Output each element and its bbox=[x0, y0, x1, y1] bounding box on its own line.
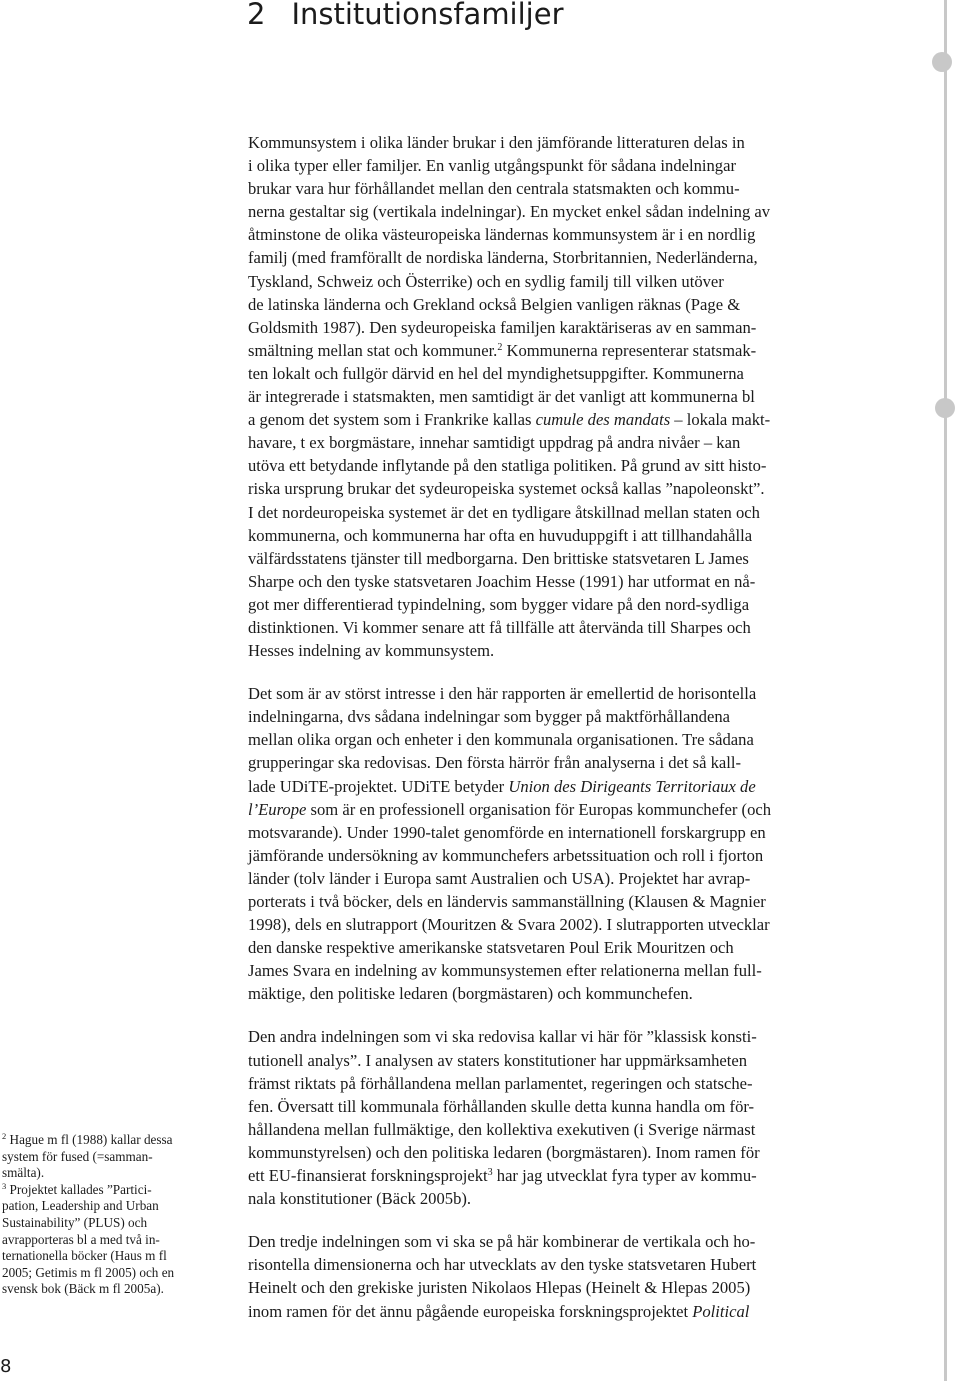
text-segment: motsvarande). Under 1990-talet genomförde en internationell forskargrupp en bbox=[248, 822, 766, 842]
text-segment: utöva ett betydande inflytande på den statliga politiken. På grund av sitt histo- bbox=[248, 456, 767, 476]
text-line bbox=[248, 385, 878, 408]
text-line bbox=[248, 1187, 878, 1210]
footnote-line bbox=[2, 1281, 232, 1298]
text-segment: got mer differentierad typindelning, som bygger vidare på den nord-sydliga bbox=[248, 594, 750, 614]
footnote-text: svensk bok (Bäck m fl 2005a). bbox=[2, 1281, 164, 1297]
text-line bbox=[248, 501, 878, 524]
text-segment: a genom det system som i Frankrike kallas bbox=[248, 410, 536, 430]
text-line bbox=[248, 982, 878, 1005]
text-line bbox=[248, 890, 878, 913]
text-segment: som är en professionell organisation för Europas kommunchefer (och bbox=[306, 799, 772, 819]
text-line bbox=[248, 339, 878, 362]
text-segment: havare, t ex borgmästare, innehar samtidigt uppdrag på andra nivåer – kan bbox=[248, 433, 741, 453]
text-segment: kommunstyrelsen) och den politiska ledaren (borgmästaren). Inom ramen för bbox=[248, 1142, 760, 1162]
footnote-number: 2 bbox=[2, 1131, 7, 1141]
footnote-text: ternationella böcker (Haus m fl bbox=[2, 1248, 167, 1264]
chapter-number: 2 bbox=[247, 0, 266, 31]
text-segment: jämförande undersökning av kommunchefers arbetssituation och roll i fjorton bbox=[248, 845, 764, 865]
text-segment: fen. Översatt till kommunala förhållanden skulle detta kunna handla om för- bbox=[248, 1096, 755, 1116]
footnote-line bbox=[2, 1165, 232, 1182]
text-line bbox=[248, 1118, 878, 1141]
text-segment: Den andra indelningen som vi ska redovisa kallar vi här för ”klassisk konsti- bbox=[248, 1027, 757, 1047]
text-line bbox=[248, 524, 878, 547]
chapter-heading bbox=[247, 0, 564, 34]
text-line bbox=[248, 1141, 878, 1164]
text-segment: länder (tolv länder i Europa samt Australien och USA). Projektet har avrap- bbox=[248, 868, 751, 888]
text-segment: Tyskland, Schweiz och Österrike) och en sydlig familj till vilken utöver bbox=[248, 271, 724, 291]
text-line bbox=[248, 431, 878, 454]
body-text bbox=[248, 131, 878, 1343]
footnote-text: smälta). bbox=[2, 1165, 45, 1181]
text-segment: James Svara en indelning av kommunsystemen efter relationerna mellan full- bbox=[248, 961, 762, 981]
text-segment: brukar vara hur förhållandet mellan den centrala statsmakten och kommu- bbox=[248, 179, 740, 199]
text-segment: familj (med framförallt de nordiska länderna, Storbritannien, Nederländerna, bbox=[248, 248, 758, 268]
footnote bbox=[2, 1182, 232, 1298]
footnote-ref: 2 bbox=[497, 341, 503, 353]
text-segment: grupperingar ska redovisas. Den första härrör från analyserna i det så kall- bbox=[248, 753, 742, 773]
text-line bbox=[248, 751, 878, 774]
footnote-text: Hague m fl (1988) kallar dessa bbox=[9, 1132, 173, 1147]
text-line bbox=[248, 1276, 878, 1299]
text-segment: mellan olika organ och enheter i den kommunala organisationen. Tre sådana bbox=[248, 730, 754, 750]
text-segment: – lokala makt- bbox=[670, 410, 771, 430]
text-line bbox=[248, 705, 878, 728]
text-segment: 1998), dels en slutrapport (Mouritzen & Svara 2002). I slutrapporten utvecklar bbox=[248, 915, 770, 935]
italic-term: l’Europe bbox=[248, 799, 307, 819]
text-line bbox=[248, 270, 878, 293]
text-segment: Den tredje indelningen som vi ska se på här kombinerar de vertikala och ho- bbox=[248, 1232, 756, 1252]
text-line bbox=[248, 1230, 878, 1253]
footnote-line bbox=[2, 1232, 232, 1249]
text-segment: indelningarna, dvs sådana indelningar som bygger på maktförhållandena bbox=[248, 707, 730, 727]
text-line bbox=[248, 1300, 878, 1323]
text-segment: Sharpe och den tyske statsvetaren Joachim Hesse (1991) har utformat en nå- bbox=[248, 571, 756, 591]
text-segment: hållandena mellan fullmäktige, den kollektiva exekutiven (i Sverige närmast bbox=[248, 1119, 756, 1139]
text-line bbox=[248, 1164, 878, 1187]
text-segment: mäktige, den politiske ledaren (borgmästaren) och kommunchefen. bbox=[248, 984, 693, 1004]
text-segment: Goldsmith 1987). Den sydeuropeiska familjen karaktäriseras av en samman- bbox=[248, 317, 757, 337]
text-line bbox=[248, 1025, 878, 1048]
text-line bbox=[248, 547, 878, 570]
text-segment: främst riktats på förhållandena mellan parlamentet, regeringen och statsche- bbox=[248, 1073, 753, 1093]
italic-term: Union des Dirigeants Territoriaux de bbox=[508, 776, 756, 796]
text-segment: tutionell analys”. I analysen av staters konstitutioner har uppmärksamheten bbox=[248, 1050, 748, 1070]
text-segment: åtminstone de olika västeuropeiska ländernas kommunsystem är i en nordlig bbox=[248, 225, 756, 245]
text-segment: porterats i två böcker, dels en ländervis sammanställning (Klausen & Magnier bbox=[248, 892, 766, 911]
text-line bbox=[248, 616, 878, 639]
footnote-text: pation, Leadership and Urban bbox=[2, 1198, 159, 1214]
footnotes bbox=[2, 1132, 232, 1298]
text-line bbox=[248, 154, 878, 177]
text-line bbox=[248, 477, 878, 500]
text-line bbox=[248, 936, 878, 959]
text-segment: nala konstitutioner (Bäck 2005b). bbox=[248, 1189, 472, 1209]
page-number: 8 bbox=[0, 1356, 12, 1377]
margin-marker-top bbox=[932, 52, 952, 72]
text-line bbox=[248, 959, 878, 982]
text-line bbox=[248, 639, 878, 662]
text-segment: kommunerna, och kommunerna har ofta en huvuduppgift i att tillhandahålla bbox=[248, 525, 753, 545]
text-line bbox=[248, 223, 878, 246]
text-line bbox=[248, 682, 878, 705]
text-segment: inom ramen för det ännu pågående europeiska forskningsprojektet bbox=[248, 1301, 693, 1321]
text-line bbox=[248, 131, 878, 154]
text-line bbox=[248, 1049, 878, 1072]
text-line bbox=[248, 728, 878, 751]
text-line bbox=[248, 454, 878, 477]
italic-term: Political bbox=[692, 1301, 750, 1321]
text-line bbox=[248, 1253, 878, 1276]
text-segment: lade UDiTE-projektet. UDiTE betyder bbox=[248, 776, 509, 796]
footnote-text: Projektet kallades ”Partici- bbox=[9, 1181, 152, 1197]
text-segment: de latinska länderna och Grekland också Belgien vanligen räknas (Page & bbox=[248, 294, 741, 314]
footnote-ref: 3 bbox=[487, 1167, 493, 1179]
body-paragraph bbox=[248, 1025, 878, 1210]
footnote-line bbox=[2, 1215, 232, 1232]
text-segment: Det som är av störst intresse i den här rapporten är emellertid de horisontella bbox=[248, 684, 757, 704]
text-line bbox=[248, 570, 878, 593]
footnote-line bbox=[2, 1248, 232, 1265]
text-line bbox=[248, 316, 878, 339]
margin-rule bbox=[944, 0, 947, 1381]
text-segment: Kommunsystem i olika länder brukar i den jämförande litteraturen delas in bbox=[248, 133, 745, 152]
footnote-line bbox=[2, 1198, 232, 1215]
footnote-line bbox=[2, 1132, 232, 1149]
text-segment: distinktionen. Vi kommer senare att få tillfälle att återvända till Sharpes och bbox=[248, 617, 751, 637]
text-segment: Hesses indelning av kommunsystem. bbox=[248, 641, 495, 661]
body-paragraph bbox=[248, 131, 878, 662]
text-segment: risontella dimensionerna och har utvecklats av den tyske statsvetaren Hubert bbox=[248, 1255, 757, 1275]
text-segment: i olika typer eller familjer. En vanlig utgångspunkt för sådana indelningar bbox=[248, 156, 736, 176]
text-segment: I det nordeuropeiska systemet är det en tydligare åtskillnad mellan staten och bbox=[248, 502, 760, 522]
text-segment: smältning mellan stat och kommuner. bbox=[248, 340, 498, 360]
text-line bbox=[248, 200, 878, 223]
chapter-title: Institutionsfamiljer bbox=[291, 0, 564, 31]
text-segment: välfärdsstatens tjänster till medborgarna. Den brittiske statsvetaren L James bbox=[248, 548, 749, 568]
text-line bbox=[248, 293, 878, 316]
text-segment: nerna gestaltar sig (vertikala indelningar). En mycket enkel sådan indelning av bbox=[248, 202, 771, 222]
text-line bbox=[248, 1095, 878, 1118]
text-segment: har jag utvecklat fyra typer av kommu- bbox=[492, 1166, 757, 1186]
text-line bbox=[248, 177, 878, 200]
text-line bbox=[248, 775, 878, 798]
text-line bbox=[248, 593, 878, 616]
text-segment: riska ursprung brukar det sydeuropeiska systemet också kallas ”napoleonskt”. bbox=[248, 479, 765, 499]
body-paragraph bbox=[248, 682, 878, 1005]
body-paragraph bbox=[248, 1230, 878, 1322]
text-line bbox=[248, 844, 878, 867]
footnote bbox=[2, 1132, 232, 1182]
text-line bbox=[248, 913, 878, 936]
footnote-text: avrapporteras bl a med två in- bbox=[2, 1231, 160, 1247]
text-line bbox=[248, 246, 878, 269]
text-segment: ett EU-finansierat forskningsprojekt bbox=[248, 1166, 488, 1186]
text-line bbox=[248, 1072, 878, 1095]
text-segment: ten lokalt och fullgör därvid en hel del myndighetsuppgifter. Kommunerna bbox=[248, 363, 744, 383]
footnote-text: Sustainability” (PLUS) och bbox=[2, 1214, 148, 1230]
text-segment: Heinelt och den grekiske juristen Nikolaos Hlepas (Heinelt & Hlepas 2005) bbox=[248, 1278, 751, 1298]
text-line bbox=[248, 867, 878, 890]
text-segment: den danske respektive amerikanske statsvetaren Poul Erik Mouritzen och bbox=[248, 938, 734, 958]
text-segment: är integrerade i statsmakten, men samtidigt är det vanligt att kommunerna bl bbox=[248, 387, 755, 407]
text-line bbox=[248, 798, 878, 821]
text-segment: Kommunerna representerar statsmak- bbox=[502, 340, 757, 360]
margin-marker-middle bbox=[935, 398, 955, 418]
footnote-line bbox=[2, 1149, 232, 1166]
italic-term: cumule des mandats bbox=[535, 410, 671, 430]
footnote-number: 3 bbox=[2, 1180, 7, 1191]
footnote-text: system för fused (=samman- bbox=[2, 1148, 153, 1164]
text-line bbox=[248, 362, 878, 385]
footnote-line bbox=[2, 1265, 232, 1282]
footnote-line bbox=[2, 1182, 232, 1199]
text-line bbox=[248, 821, 878, 844]
text-line bbox=[248, 408, 878, 431]
footnote-text: 2005; Getimis m fl 2005) och en bbox=[2, 1264, 175, 1280]
